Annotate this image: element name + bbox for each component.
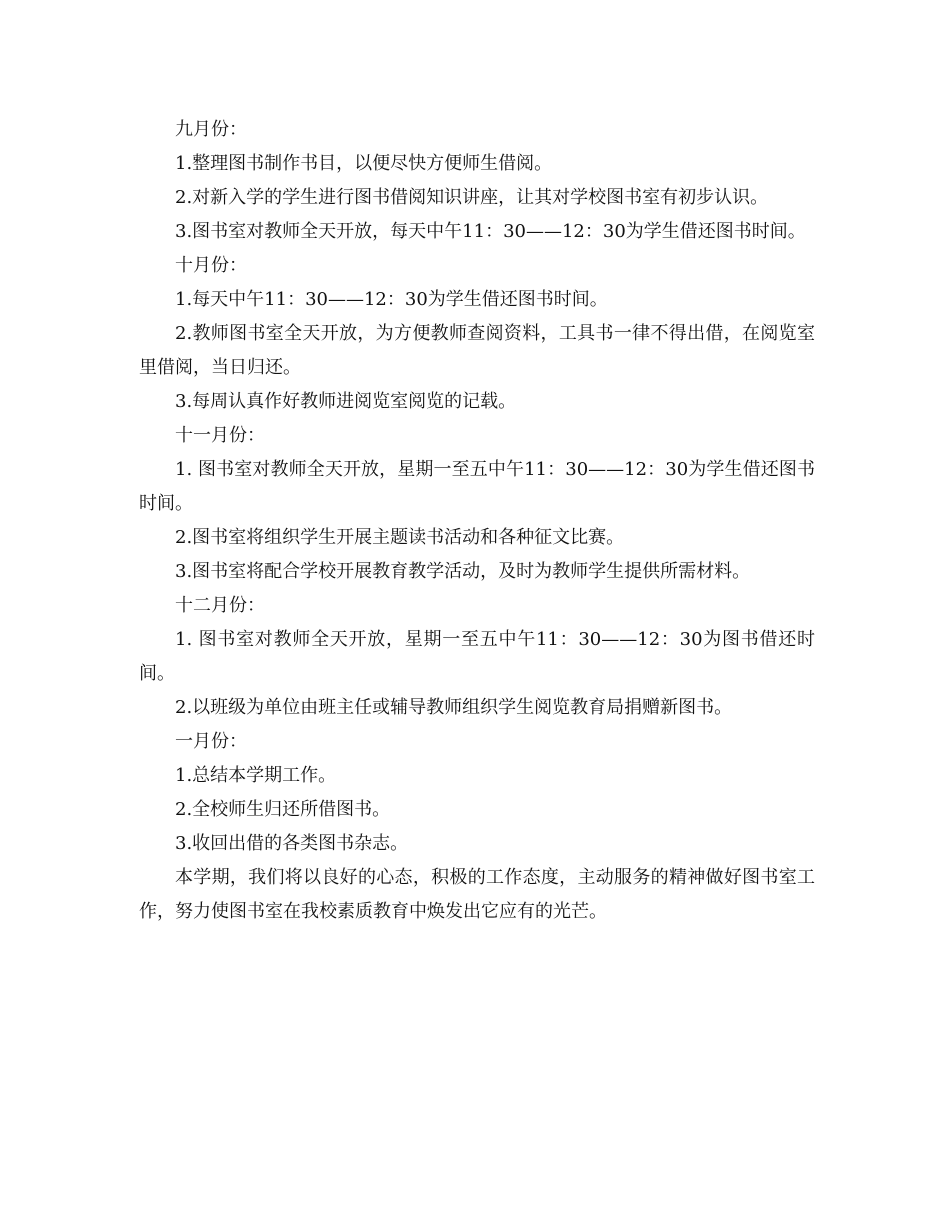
paragraph: 3.图书室将配合学校开展教育教学活动，及时为教师学生提供所需材料。 [175, 561, 751, 582]
paragraph: 1.整理图书制作书目，以便尽快方便师生借阅。 [175, 153, 553, 174]
heading-september: 九月份： [175, 119, 247, 140]
heading-december: 十二月份： [175, 595, 265, 616]
heading-november: 十一月份： [175, 425, 265, 446]
document-body [139, 113, 815, 929]
closing-paragraph: 本学期，我们将以良好的心态，积极的工作态度，主动服务的精神做好图书室工作，努力使图书室在我校素质教育中焕发出它应有的光芒。 [139, 867, 815, 922]
paragraph: 2.对新入学的学生进行图书借阅知识讲座，让其对学校图书室有初步认识。 [175, 187, 769, 208]
paragraph: 3.图书室对教师全天开放，每天中午11：30——12：30为学生借还图书时间。 [175, 221, 806, 242]
heading-october: 十月份： [175, 255, 247, 276]
paragraph: 2.图书室将组织学生开展主题读书活动和各种征文比赛。 [175, 527, 625, 548]
paragraph: 3.每周认真作好教师进阅览室阅览的记载。 [175, 391, 517, 412]
paragraph: 1. 图书室对教师全天开放，星期一至五中午11：30——12：30为学生借还图书时间。 [139, 459, 815, 514]
paragraph: 2.全校师生归还所借图书。 [175, 799, 391, 820]
paragraph: 1.每天中午11：30——12：30为学生借还图书时间。 [175, 289, 608, 310]
paragraph: 2.以班级为单位由班主任或辅导教师组织学生阅览教育局捐赠新图书。 [175, 697, 733, 718]
heading-january: 一月份： [175, 731, 247, 752]
paragraph: 1. 图书室对教师全天开放，星期一至五中午11：30——12：30为图书借还时间。 [139, 629, 815, 684]
paragraph: 1.总结本学期工作。 [175, 765, 337, 786]
paragraph: 3.收回出借的各类图书杂志。 [175, 833, 409, 854]
paragraph: 2.教师图书室全天开放，为方便教师查阅资料，工具书一律不得出借，在阅览室里借阅，当日归还。 [139, 323, 815, 378]
